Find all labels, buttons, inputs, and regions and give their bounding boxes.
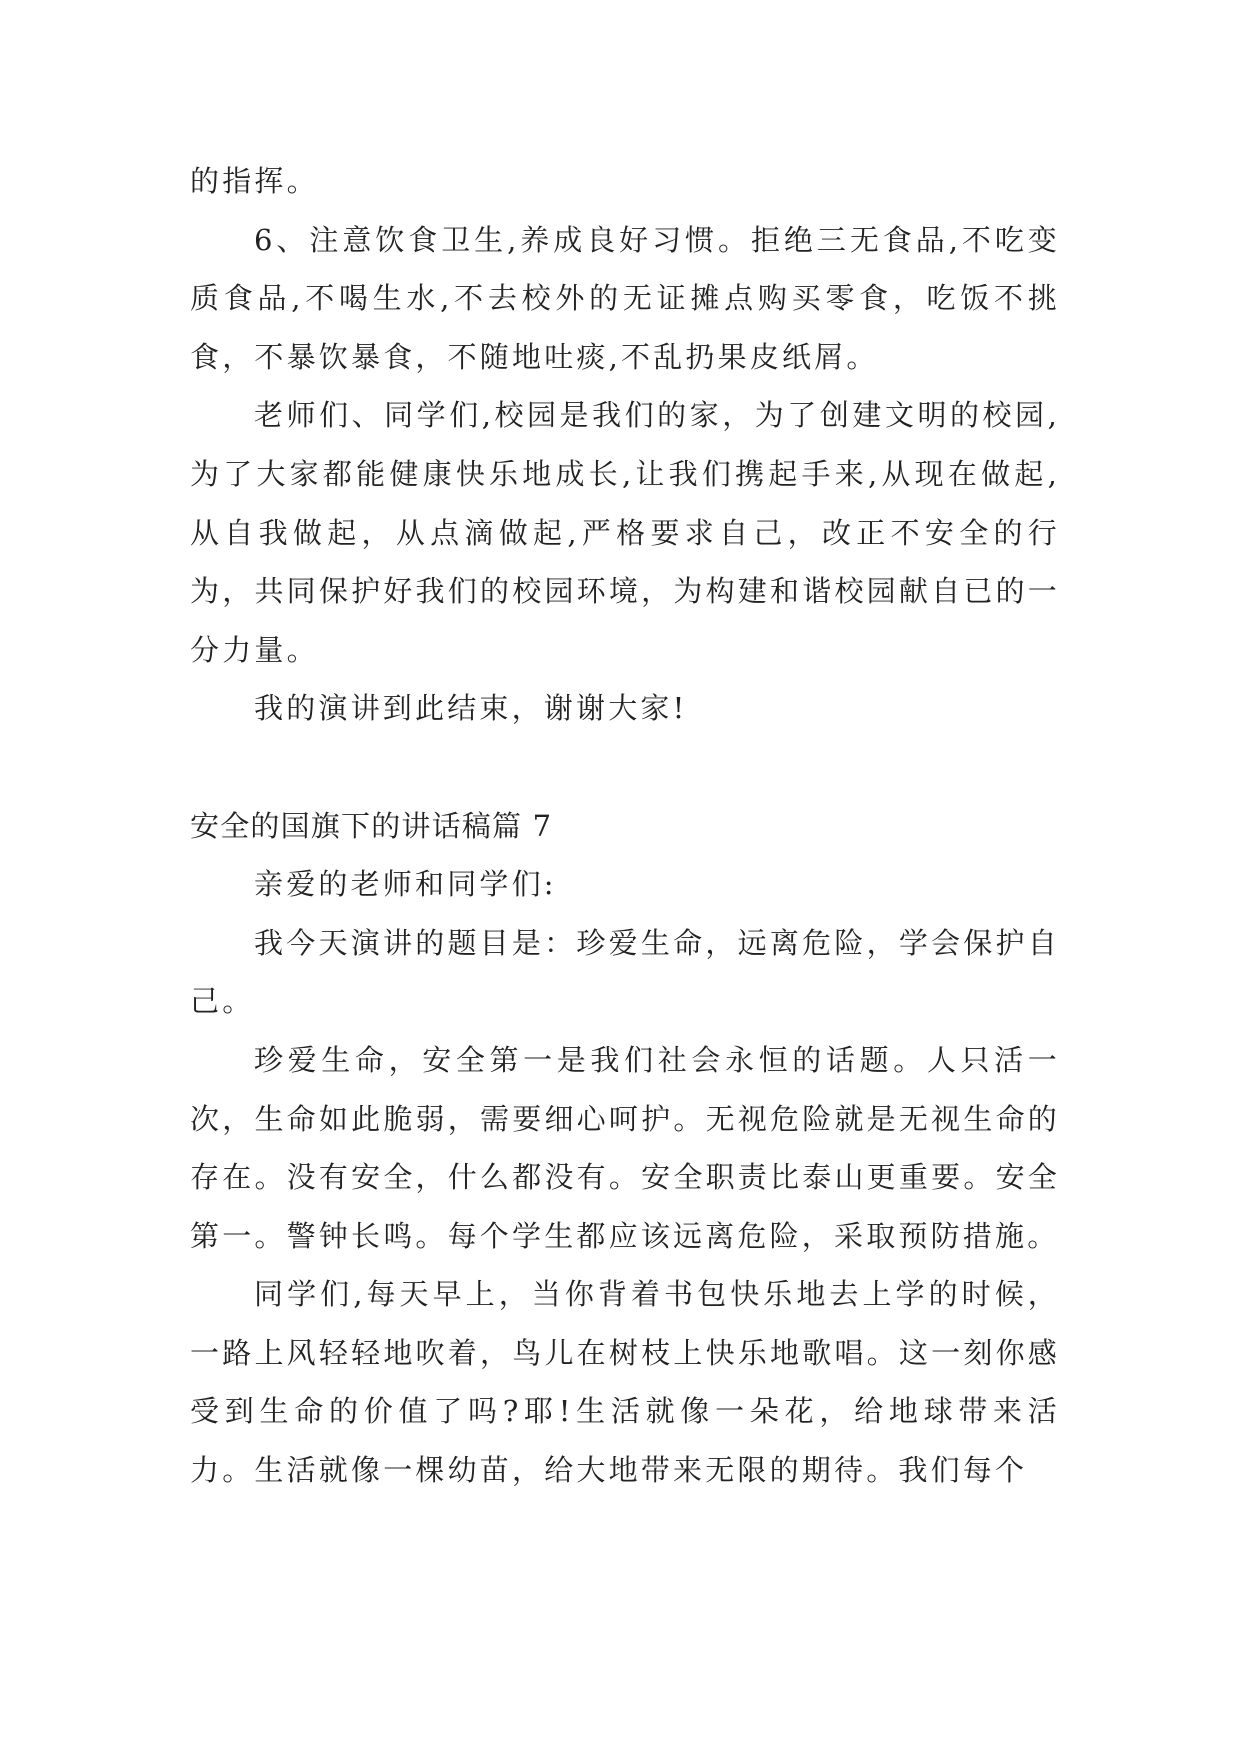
document-body (190, 152, 1060, 1500)
paragraph: 珍爱生命，安全第一是我们社会永恒的话题。人只活一次，生命如此脆弱，需要细心呵护。无视危险就是无视生命的存在。没有安全，什么都没有。安全职责比泰山更重要。安全第一。警钟长鸣。每个学生都应该远离危险，采取预防措施。 (190, 1042, 1060, 1253)
paragraph: 亲爱的老师和同学们: (254, 867, 557, 902)
section-title: 安全的国旗下的讲话稿篇 7 (190, 808, 553, 843)
paragraph: 老师们、同学们,校园是我们的家，为了创建文明的校园,为了大家都能健康快乐地成长,让我们携起手来,从现在做起,从自我做起，从点滴做起,严格要求自己，改正不安全的行为，共同保护好我们的校园环境，为构建和谐校园献自已的一分力量。 (190, 398, 1060, 667)
paragraph: 6、注意饮食卫生,养成良好习惯。拒绝三无食品,不吃变质食品,不喝生水,不去校外的无证摊点购买零食，吃饭不挑食，不暴饮暴食，不随地吐痰,不乱扔果皮纸屑。 (190, 222, 1060, 374)
paragraph: 的指挥。 (190, 164, 319, 198)
paragraph: 同学们,每天早上，当你背着书包快乐地去上学的时候，一路上风轻轻地吹着，鸟儿在树枝上快乐地歌唱。这一刻你感受到生命的价值了吗?耶!生活就像一朵花，给地球带来活力。生活就像一棵幼苗，给大地带来无限的期待。我们每个 (190, 1277, 1060, 1488)
paragraph: 我的演讲到此结束，谢谢大家! (254, 691, 688, 726)
paragraph: 我今天演讲的题目是：珍爱生命，远离危险，学会保护自己。 (190, 925, 1060, 1019)
